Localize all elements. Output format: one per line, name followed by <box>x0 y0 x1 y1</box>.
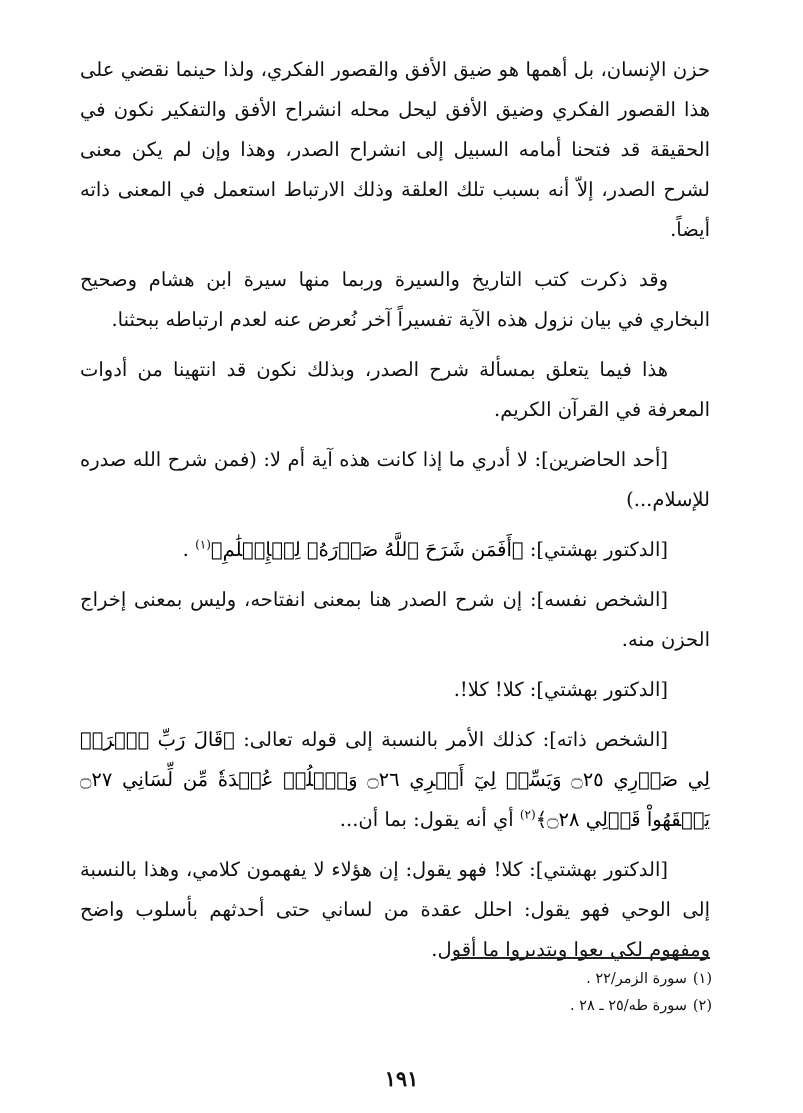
paragraph-1: حزن الإنسان، بل أهمها هو ضيق الأفق والقصور الفكري، ولذا حينما نقضي على هذا القصور الفكري وضيق الأفق ليحل محله انشراح الأفق والتفكير نكون في الحقيقة قد فتحنا أمامه السبيل إلى انشراح الصدر، وهذا وإن لم يكن معنى لشرح الصدر، إلاّ أنه بسبب تلك العلقة وذلك الارتباط استعمل في المعنى ذاته أيضاً. <box>80 58 710 241</box>
quran-verses: ﴿قَالَ رَبِّ ٱشۡرَحۡ لِي صَدۡرِي ۝٢٥ وَيَسِّرۡ لِيٓ أَمۡرِي ۝٢٦ وَٱحۡلُلۡ عُقۡدَةٗ مِّن لِّسَانِي ۝٢٧ يَفۡقَهُواْ قَوۡلِي ۝٢٨﴾ <box>80 728 710 831</box>
main-text <box>80 50 710 980</box>
footnote-divider <box>454 957 710 959</box>
footnote-text: سورة طه/٢٥ ـ ٢٨ . <box>569 998 687 1014</box>
footnote-2 <box>450 993 712 1020</box>
footnotes <box>450 966 712 1020</box>
dialogue-same-person-2 <box>80 720 710 840</box>
dialogue-continuation: أي أنه يقول: بما أن... <box>339 808 514 831</box>
footnote-1 <box>450 966 712 993</box>
sentence-end: . <box>182 538 189 561</box>
footnote-text: سورة الزمر/٢٢ . <box>586 971 687 987</box>
speaker-label: [الدكتور بهشتي]: <box>529 538 668 561</box>
footnote-ref-2: (٢) <box>519 807 536 822</box>
footnote-number: (١) <box>692 971 712 987</box>
dialogue-beheshti-2: [الدكتور بهشتي]: كلا! كلا!. <box>453 678 668 701</box>
paragraph-2: وقد ذكرت كتب التاريخ والسيرة وربما منها سيرة ابن هشام وصحيح البخاري في بيان نزول هذه الآية تفسيراً آخر نُعرض عنه لعدم ارتباطه ببحثنا. <box>80 268 710 331</box>
dialogue-beheshti-1 <box>80 530 710 570</box>
dialogue-attendee: [أحد الحاضرين]: لا أدري ما إذا كانت هذه آية أم لا: (فمن شرح الله صدره للإسلام...) <box>80 448 710 511</box>
footnote-number: (٢) <box>692 998 712 1014</box>
dialogue-beheshti-3: [الدكتور بهشتي]: كلا! فهو يقول: إن هؤلاء لا يفهمون كلامي، وهذا بالنسبة إلى الوحي فهو يقول: احلل عقدة من لساني حتى أحدثهم بأسلوب واضح ومفهوم لكي يعوا ويتدبروا ما أقول. <box>80 858 710 961</box>
dialogue-same-person: [الشخص نفسه]: إن شرح الصدر هنا بمعنى انفتاحه، وليس بمعنى إخراج الحزن منه. <box>80 588 710 651</box>
page-number: ١٩١ <box>384 1066 419 1091</box>
paragraph-3: هذا فيما يتعلق بمسألة شرح الصدر، وبذلك نكون قد انتهينا من أدوات المعرفة في القرآن الكريم. <box>80 358 710 421</box>
dialogue-intro: [الشخص ذاته]: كذلك الأمر بالنسبة إلى قوله تعالى: <box>243 728 669 751</box>
footnote-ref-1: (١) <box>195 537 211 552</box>
quran-verse: ﴿أَفَمَن شَرَحَ ٱللَّهُ صَدۡرَهُۥ لِلۡإِسۡلَٰمِ﴾ <box>210 538 524 561</box>
